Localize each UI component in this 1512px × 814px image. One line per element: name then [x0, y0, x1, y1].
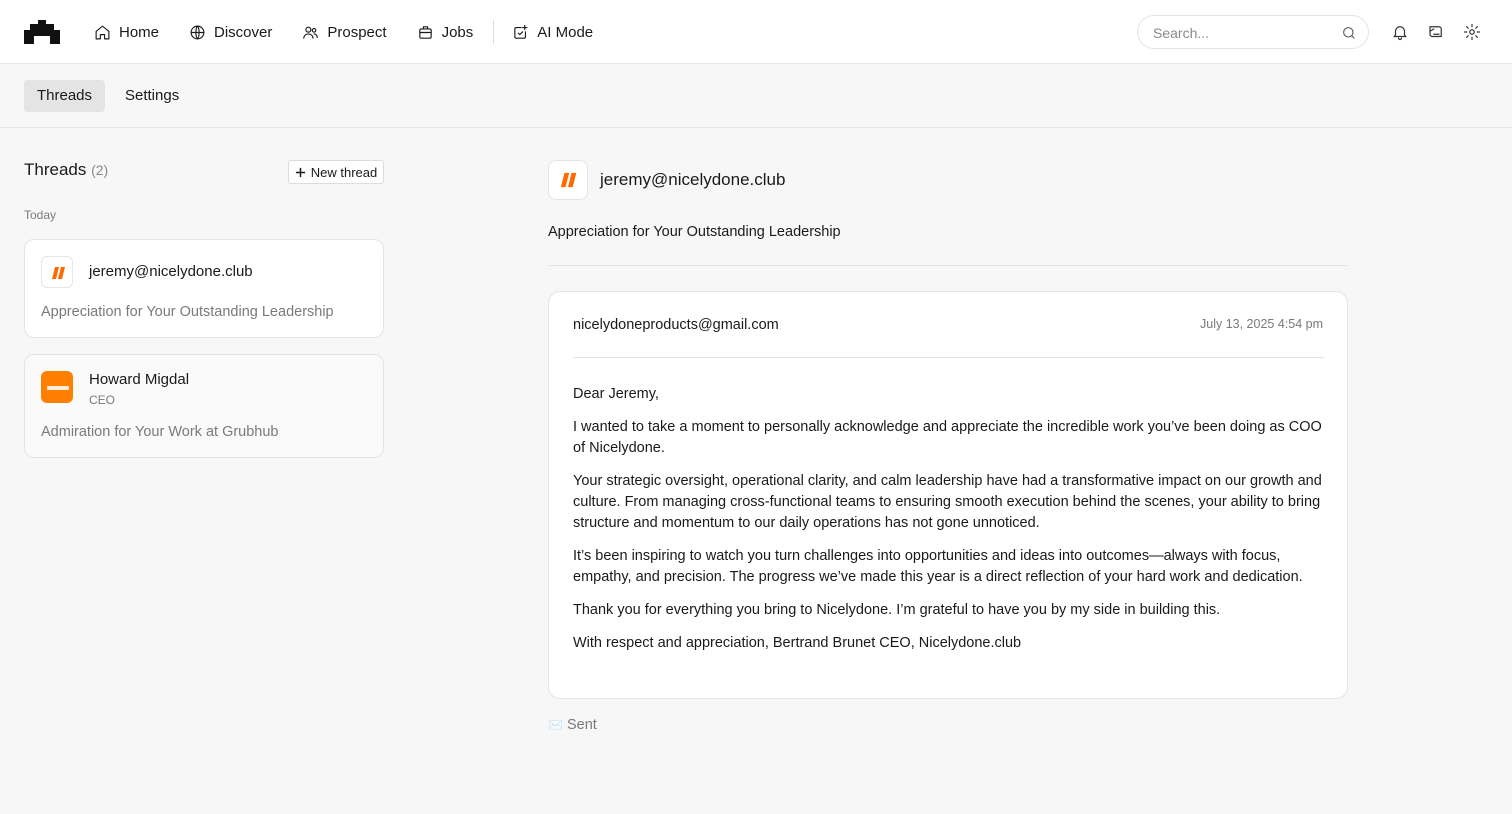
- message-paragraph: Your strategic oversight, operational clarity, and calm leadership have had a transformative impact on our growth and culture. From managing cross-functional teams to ensuring smooth execution behind the scenes, your ability to bring structure and momentum to our daily operations has not gone unnoticed.: [573, 473, 1322, 531]
- nav-ai-mode-label: AI Mode: [537, 23, 594, 41]
- message-timestamp: July 13, 2025 4:54 pm: [1200, 317, 1323, 331]
- main-nav: [94, 0, 623, 64]
- new-thread-button[interactable]: [288, 160, 384, 184]
- nav-prospect[interactable]: [302, 24, 386, 41]
- nav-jobs[interactable]: [417, 24, 474, 41]
- message-paragraph: It’s been inspiring to watch you turn challenges into opportunities and ideas into outcomes—always with focus, empathy, and precision. The progress we’ve made this year is a direct reflection of your hard work and dedication.: [573, 548, 1303, 585]
- sub-nav: [0, 64, 1512, 128]
- thread-name: jeremy@nicelydone.club: [89, 263, 253, 280]
- search-box: [1137, 15, 1369, 49]
- envelope-icon: ✉️: [548, 718, 563, 732]
- sent-status: [548, 717, 597, 733]
- group-label-today: Today: [24, 208, 57, 222]
- thread-subject: Admiration for Your Work at Grubhub: [41, 424, 279, 440]
- users-icon: [302, 24, 319, 41]
- app-logo[interactable]: [24, 20, 60, 44]
- tab-threads[interactable]: Threads: [24, 80, 105, 112]
- nicelydone-logo-icon: [41, 256, 73, 288]
- message-paragraph: Thank you for everything you bring to Nicelydone. I’m grateful to have you by my side in building this.: [573, 602, 1221, 618]
- nicelydone-logo-icon: [548, 160, 588, 200]
- nav-divider: [493, 20, 494, 44]
- sent-label: Sent: [566, 717, 597, 733]
- message-icon: [1427, 23, 1445, 41]
- detail-recipient: jeremy@nicelydone.club: [600, 170, 786, 189]
- message-paragraph: Dear Jeremy,: [573, 386, 659, 402]
- tab-settings[interactable]: Settings: [125, 87, 180, 104]
- top-bar: [0, 0, 1512, 64]
- threads-heading: [24, 160, 108, 180]
- globe-icon: [189, 24, 206, 41]
- message-body: [573, 384, 1324, 666]
- message-card: [548, 291, 1348, 699]
- nav-home-label: Home: [119, 23, 160, 41]
- threads-title: Threads: [24, 160, 87, 179]
- settings-button[interactable]: [1463, 23, 1481, 41]
- grubhub-logo-icon: [41, 371, 73, 403]
- detail-subject: Appreciation for Your Outstanding Leadership: [548, 224, 841, 240]
- thread-name: Howard Migdal: [89, 371, 190, 388]
- nav-home[interactable]: [94, 24, 159, 41]
- gear-icon: [1463, 23, 1481, 41]
- message-paragraph: I wanted to take a moment to personally acknowledge and appreciate the incredible work you’ve been doing as COO of Nicelydone.: [573, 419, 1322, 456]
- home-icon: [94, 24, 111, 41]
- message-sender: nicelydoneproducts@gmail.com: [573, 317, 779, 333]
- thread-subject: Appreciation for Your Outstanding Leadership: [41, 304, 334, 320]
- divider: [573, 357, 1324, 358]
- thread-card-jeremy[interactable]: [24, 239, 384, 338]
- nav-jobs-label: Jobs: [441, 23, 474, 41]
- plus-icon: [295, 167, 306, 178]
- notifications-button[interactable]: [1391, 23, 1409, 41]
- thread-card-howard[interactable]: [24, 354, 384, 458]
- search-input[interactable]: [1153, 23, 1333, 43]
- nav-discover-label: Discover: [214, 23, 273, 41]
- messages-button[interactable]: [1427, 23, 1445, 41]
- nav-discover[interactable]: [189, 24, 272, 41]
- threads-count: (2): [91, 162, 109, 178]
- thread-role: CEO: [89, 393, 116, 407]
- bell-icon: [1391, 23, 1409, 41]
- message-paragraph: With respect and appreciation, Bertrand Brunet CEO, Nicelydone.club: [573, 635, 1022, 651]
- new-thread-label: New thread: [310, 164, 378, 180]
- ai-sparkle-icon: [512, 24, 529, 41]
- divider: [548, 265, 1348, 266]
- nav-ai-mode[interactable]: [512, 24, 593, 41]
- nav-prospect-label: Prospect: [327, 23, 387, 41]
- briefcase-icon: [417, 24, 434, 41]
- search-icon[interactable]: [1341, 25, 1357, 41]
